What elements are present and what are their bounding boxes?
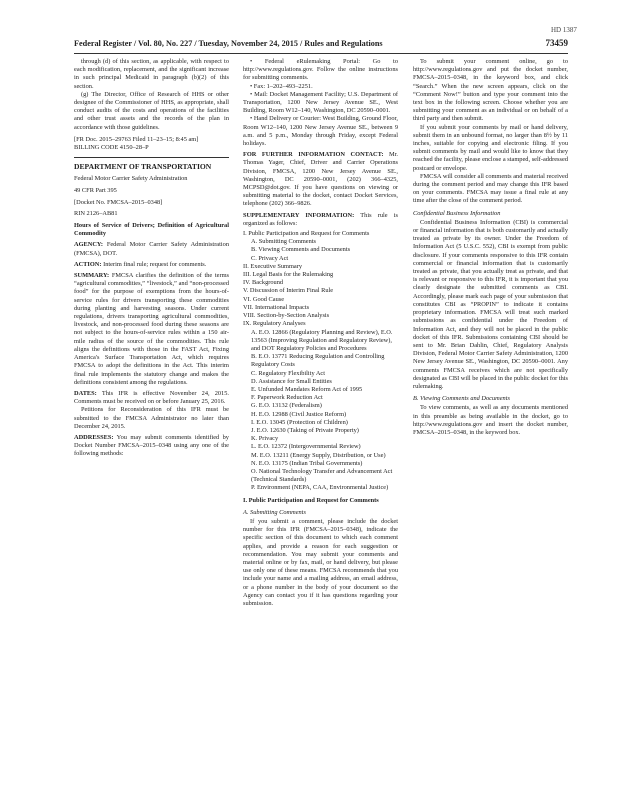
agency-text: Federal Motor Carrier Safety Administration (FMCSA), DOT. [74, 241, 229, 257]
page-header [74, 38, 568, 52]
toc-item: I. E.O. 13045 (Protection of Children) [251, 418, 348, 426]
paragraph: If you submit your comments by mail or hand delivery, submit them in an unbound format, no larger than 8½ by 11 inches, suitable for copying and electronic filing. If you submit comments by mail and would like to know that they reached the facility, please enclose a stamped, self-addressed postcard or envelope. [413, 123, 568, 172]
dates-label: DATES: [74, 389, 97, 397]
paragraph: FMCSA will consider all comments and material received during the comment period and may change this IFR based on your comments. FMCSA may issue a final rule at any time after the close of the comment period. [413, 172, 568, 205]
subsection-heading: B. Viewing Comments and Documents [413, 395, 510, 403]
docket-number: [Docket No. FMCSA–2015–0348] [74, 198, 163, 206]
billing-code: BILLING CODE 4150–28–P [74, 144, 149, 152]
section-divider [74, 157, 229, 158]
subsection-heading: Confidential Business Information [413, 209, 501, 217]
sub-agency: Federal Motor Carrier Safety Administration [74, 175, 188, 183]
addresses-field [74, 434, 229, 459]
toc-item: E. Unfunded Mandates Reform Act of 1995 [251, 385, 363, 393]
dates-text: This IFR is effective November 24, 2015. Comments must be received on or before January 25, 2016. [74, 389, 229, 406]
summary-label: SUMMARY: [74, 272, 110, 280]
agency-field [74, 241, 229, 257]
toc-item: V. Discussion of Interim Final Rule [243, 287, 334, 295]
paragraph: through (d) of this section, as applicable, with respect to each modification, replacement, and the significant increase in such principal Medicaid in paragraph (b)(2) of this section. [74, 58, 229, 90]
column-3 [413, 58, 568, 437]
contact-label: FOR FURTHER INFORMATION CONTACT: [243, 151, 384, 159]
agency-heading: DEPARTMENT OF TRANSPORTATION [74, 162, 212, 172]
toc-item: C. Privacy Act [251, 254, 289, 262]
supplementary-label: SUPPLEMENTARY INFORMATION: [243, 211, 355, 219]
paragraph: Confidential Business Information (CBI) is commercial or financial information that is both customarily and actually treated as private by its owner. Under the Freedom of Information Act (5 U.S.C. 552), CBI is exempt from public disclosure. If your comments responsive to this IFR contain commercial or financial information that is customarily treated as private, that you actually treat as private, and that is relevant or responsive to this IFR, it is important that you clearly designate the submitted comments as CBI. Accordingly, please mark each page of your submission that constitutes CBI as “PROPIN” to indicate it contains proprietary information. FMCSA will treat such marked submissions as confidential under the Freedom of Information Act, and they will not be placed in the public docket of this IFR. Submissions containing CBI should be sent to Mr. Brian Dahlin, Chief, Regulatory Analysis Division, Federal Motor Carrier Safety Administration, 1200 New Jersey Avenue SE., Washington, DC 20590–0001. Any comments FMCSA receives which are not specifically designated as CBI will be placed in the public docket for this rulemaking. [413, 218, 568, 390]
toc-item: J. E.O. 12630 (Taking of Private Property) [251, 426, 359, 434]
bullet-item: • Hand Delivery or Courier: West Building, Ground Floor, Room W12–140, 1200 New Jersey Avenue SE., between 9 a.m. and 5 p.m., Monday through Friday, except Federal holidays. [243, 115, 398, 148]
summary-field [74, 272, 229, 387]
toc-item: B. E.O. 13771 Reducing Regulation and Controlling Regulatory Costs [251, 353, 385, 369]
cfr-part: 49 CFR Part 395 [74, 187, 117, 195]
fr-doc-line: [FR Doc. 2015–29763 Filed 11–23–15; 8:45 am] [74, 135, 199, 143]
toc-item: A. E.O. 12866 (Regulatory Planning and Review), E.O. 13563 (Improving Regulation and Regulatory Review), and DOT Regulatory Policies and Procedures [251, 328, 393, 352]
contact-field [243, 151, 398, 208]
subsection-heading: A. Submitting Comments [243, 508, 306, 516]
toc-item: A. Submitting Comments [251, 238, 317, 246]
column-1 [74, 58, 229, 459]
action-label: ACTION: [74, 260, 102, 268]
toc-item: C. Regulatory Flexibility Act [251, 369, 326, 377]
toc-item: N. E.O. 13175 (Indian Tribal Governments) [251, 459, 363, 467]
page-number: 73459 [545, 38, 568, 48]
header-title: Federal Register / Vol. 80, No. 227 / Tuesday, November 24, 2015 / Rules and Regulations [74, 39, 383, 48]
supplementary-text: This rule is organized as follows: [243, 211, 398, 227]
contact-text: Mr. Thomas Yager, Chief, Driver and Carrier Operations Division, FMCSA, 1200 New Jersey Avenue SE., Washington, DC 20590–0001, (202) 366–4325, MCPSD@dot.gov. If you have questions on viewing or submitting material to the docket, contact Docket Services, telephone (202) 366–9826. [243, 151, 398, 208]
toc-item: VIII. Section-by-Section Analysis [243, 312, 330, 320]
toc-item: D. Assistance for Small Entities [251, 377, 332, 385]
toc-item: IX. Regulatory Analyses [243, 320, 306, 328]
toc-item: IV. Background [243, 279, 284, 287]
toc-item: II. Executive Summary [243, 262, 303, 270]
toc-item: I. Public Participation and Request for Comments [243, 230, 370, 238]
toc-item: P. Environment (NEPA, CAA, Environmental Justice) [251, 484, 389, 492]
agency-label: AGENCY: [74, 241, 104, 249]
toc-item: G. E.O. 13132 (Federalism) [251, 402, 322, 410]
paragraph: To submit your comment online, go to http://www.regulations.gov and put the docket number, FMCSA–2015–0348, in the keyword box, and click “Search.” When the new screen appears, click on the “Comment Now!” button and type your comment into the text box in the following screen. Choose whether you are submitting your comment as an individual or on behalf of a third party and then submit. [413, 58, 568, 123]
toc-item: L. E.O. 12372 (Intergovernmental Review) [251, 443, 361, 451]
supplementary-field [243, 212, 398, 228]
rin-number: RIN 2126–AB81 [74, 209, 118, 217]
table-of-contents [243, 230, 398, 493]
toc-item: M. E.O. 13211 (Energy Supply, Distribution, or Use) [251, 451, 386, 459]
toc-item: VII. International Impacts [243, 303, 310, 311]
document-stamp: HD 1387 [551, 26, 577, 34]
toc-item: B. Viewing Comments and Documents [251, 246, 351, 254]
petitions-text: Petitions for Reconsideration of this IFR must be submitted to the FMCSA Administrator no later than December 24, 2015. [74, 406, 229, 430]
bullet-item: • Federal eRulemaking Portal: Go to http://www.regulations.gov. Follow the online instructions for submitting comments. [243, 58, 398, 82]
bullet-item: • Fax: 1–202–493–2251. [250, 82, 313, 90]
paragraph: To view comments, as well as any documents mentioned in this preamble as being available in the docket, go to http://www.regulations.gov and insert the docket number, FMCSA–2015–0348, in the keyword box. [413, 404, 568, 436]
toc-item: F. Paperwork Reduction Act [251, 394, 323, 402]
action-text: Interim final rule; request for comments. [103, 260, 207, 268]
addresses-text: You may submit comments identified by Docket Number FMCSA–2015–0348 using any one of the following methods: [74, 433, 229, 458]
paragraph: (g) The Director, Office of Research of HHS or other designee of the Commissioner of HHS, as appropriate, shall conduct audits of the costs and operations of the facilities and other trust assets and the records of the plan in accordance with those guidelines. [74, 90, 229, 131]
rule-title: Hours of Service of Drivers; Definition of Agricultural Commodity [74, 222, 229, 238]
section-heading: I. Public Participation and Request for Comments [243, 496, 379, 504]
toc-item: VI. Good Cause [243, 295, 285, 303]
toc-item: III. Legal Basis for the Rulemaking [243, 271, 334, 279]
toc-item: O. National Technology Transfer and Advancement Act (Technical Standards) [251, 467, 393, 484]
addresses-label: ADDRESSES: [74, 433, 114, 441]
paragraph: If you submit a comment, please include the docket number for this IFR (FMCSA–2015–0348), indicate the specific section of this document to which each comment applies, and provide a reason for each suggestion or recommendation. You may submit your comments and material online or by fax, mail, or hand delivery, but please use only one of these means. FMCSA recommends that you include your name and a mailing address, an email address, or a phone number in the body of your document so the Agency can contact you if it has questions regarding your submission. [243, 517, 398, 607]
toc-item: H. E.O. 12988 (Civil Justice Reform) [251, 410, 347, 418]
action-field [74, 261, 229, 269]
bullet-item: • Mail: Docket Management Facility; U.S. Department of Transportation, 1200 New Jersey Avenue SE., West Building, Room W12–140, Washington, DC 20590–0001. [243, 90, 398, 115]
header-rule [74, 53, 568, 54]
column-2 [243, 58, 398, 608]
dates-field [74, 390, 229, 406]
toc-item: K. Privacy [251, 435, 279, 443]
summary-text: FMCSA clarifies the definition of the terms “agricultural commodities,” “livestock,” and “non-processed food” for the purpose of exemptions from the hours-of-service rules for drivers transporting these commodities during planting and harvesting seasons. Under current regulations, drivers transporting agricultural commodities, livestock, and non-processed food during these seasons are not subject to the hours-of-service rules within a 150 air-mile radius of the source of the commodities. This rule aligns the definitions with those in the FAST Act, Fixing America's Surface Transportation Act, which requires FMCSA to adopt the definitions in the Act. This interim final rule implements the statutory change and makes the definitions consistent among the regulations. [74, 272, 229, 386]
